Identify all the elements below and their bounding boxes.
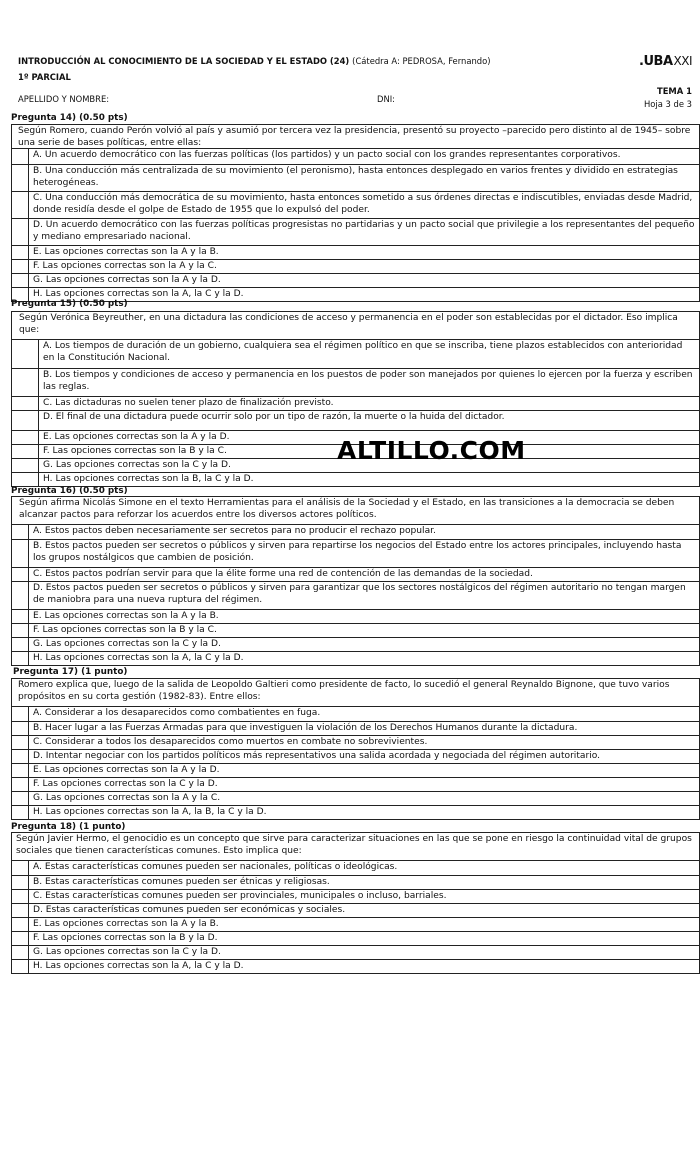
option-row[interactable] [12,805,699,819]
question-stem: Según Verónica Beyreuther, en una dictadura las condiciones de acceso y permanencia en el poder son establecidas por el dictador. Eso implica que: [12,312,699,340]
option-text: A. Un acuerdo democrático con las fuerzas políticas (los partidos) y un pacto social con los grandes representantes corporativos. [33,150,621,160]
option-row[interactable] [12,707,699,721]
question-stem: Según afirma Nicolás Simone en el texto Herramientas para el análisis de la Sociedad y el Estado, en las transiciones a la democracia se deben alcanzar pactos para reforzar los acuerdos entre los diversos actores políticos. [12,497,699,525]
option-row[interactable] [12,273,699,287]
option-text: E. Las opciones correctas son la A y la D. [43,432,230,442]
option-row[interactable] [12,959,699,973]
option-text: G. Las opciones correctas son la A y la D. [33,275,221,285]
option-text: C. Las dictaduras no suelen tener plazo de finalización previsto. [43,398,334,408]
option-row[interactable] [12,623,699,637]
dni-field-label: DNI: [377,94,396,104]
question-stem: Según Romero, cuando Perón volvió al país y asumió por tercera vez la presidencia, presentó su proyecto –parecido pero distinto al de 1945– sobre una serie de bases políticas, entre ellas: [12,125,699,149]
option-row[interactable] [12,791,699,805]
option-text: D. El final de una dictadura puede ocurrir solo por un tipo de razón, la muerte o la huida del dictador. [43,412,505,422]
option-text: E. Las opciones correctas son la A y la B. [33,919,219,929]
option-row[interactable] [12,945,699,959]
course-chair: (Cátedra A: PEDROSA, Fernando) [352,56,491,66]
option-text: B. Estos pactos pueden ser secretos o públicos y sirven para repartirse los negocios del Estado entre los actores principales, incluyendo hasta los grupos nostálgicos que cambien de posición. [33,541,682,563]
option-row[interactable] [12,749,699,763]
option-row[interactable] [12,763,699,777]
option-text: F. Las opciones correctas son la B y la D. [33,933,218,943]
option-text: C. Estas características comunes pueden ser provinciales, municipales o incluso, barriales. [33,891,447,901]
option-row[interactable] [12,340,699,368]
option-row[interactable] [12,368,699,396]
option-text: C. Considerar a todos los desaparecidos como muertos en combate no sobrevivientes. [33,737,428,747]
logo-suffix: XXI [673,54,692,68]
option-row[interactable] [12,191,699,218]
option-row[interactable] [12,539,699,567]
course-name: INTRODUCCIÓN AL CONOCIMIENTO DE LA SOCIEDAD Y EL ESTADO (24) [18,56,350,66]
question-box [11,496,700,666]
option-text: E. Las opciones correctas son la A y la B. [33,611,219,621]
options-list [12,861,699,973]
option-text: D. Intentar negociar con los partidos políticos más representativos una salida acordada y negociada del régimen autoritario. [33,751,601,761]
option-row[interactable] [12,525,699,539]
options-list [12,149,699,301]
option-row[interactable] [12,245,699,259]
question-box [11,832,700,974]
option-row[interactable] [12,410,699,430]
option-text: E. Las opciones correctas son la A y la D. [33,765,220,775]
option-text: B. Los tiempos y condiciones de acceso y permanencia en los puestos de poder son manejados por quienes lo ejercen por la fuerza y escriben las reglas. [43,370,693,392]
option-row[interactable] [12,472,699,486]
option-text: A. Estas características comunes pueden ser nacionales, políticas o ideológicas. [33,862,398,872]
option-text: H. Las opciones correctas son la A, la C y la D. [33,961,244,971]
option-row[interactable] [12,861,699,875]
question-title: Pregunta 14) (0.50 pts) [11,113,128,123]
option-row[interactable] [12,721,699,735]
option-text: A. Considerar a los desaparecidos como combatientes en fuga. [33,708,321,718]
option-text: H. Las opciones correctas son la A, la C y la D. [33,289,244,299]
option-row[interactable] [12,903,699,917]
exam-header [18,54,694,109]
option-text: E. Las opciones correctas son la A y la B. [33,247,219,257]
option-row[interactable] [12,581,699,609]
option-text: F. Las opciones correctas son la B y la C. [33,625,217,635]
option-row[interactable] [12,889,699,903]
tema-block [644,85,692,111]
option-text: H. Las opciones correctas son la B, la C y la D. [43,474,254,484]
option-text: F. Las opciones correctas son la C y la D. [33,779,218,789]
course-title [18,56,694,66]
question-box [11,678,700,820]
option-text: C. Una conducción más democrática de su movimiento, hasta entonces sometido a sus órdenes directas e indiscutibles, enviadas desde Madrid, donde residía desde el golpe de Estado de 1955 que lo expulsó del poder. [33,193,693,215]
exam-label: 1º PARCIAL [18,72,71,82]
option-text: F. Las opciones correctas son la B y la C. [43,446,227,456]
option-text: C. Estos pactos podrían servir para que la élite forme una red de contención de las demandas de la sociedad. [33,569,533,579]
option-text: B. Estas características comunes pueden ser étnicas y religiosas. [33,877,330,887]
page-indicator: Hoja 3 de 3 [644,99,692,109]
option-text: A. Los tiempos de duración de un gobierno, cualquiera sea el régimen político en que se inscriba, tiene plazos establecidos con anterioridad en la Constitución Nacional. [43,341,683,363]
option-text: G. Las opciones correctas son la C y la D. [33,947,221,957]
option-row[interactable] [12,651,699,665]
option-text: B. Hacer lugar a las Fuerzas Armadas para que investiguen la violación de los Derechos Humanos durante la dictadura. [33,723,578,733]
watermark-text: ALTILLO.COM [337,436,526,465]
option-text: F. Las opciones correctas son la A y la C. [33,261,217,271]
option-row[interactable] [12,396,699,410]
question-box [11,124,700,302]
question-title: Pregunta 18) (1 punto) [11,822,126,832]
option-row[interactable] [12,567,699,581]
option-text: G. Las opciones correctas son la C y la D. [33,639,221,649]
option-text: A. Estos pactos deben necesariamente ser secretos para no producir el rechazo popular. [33,526,436,536]
option-text: D. Estos pactos pueden ser secretos o públicos y sirven para garantizar que los sectores nostálgicos del régimen autoritario no tengan margen de maniobra para una nueva ruptura del régimen. [33,583,686,605]
tema-label: TEMA 1 [657,86,692,96]
option-text: D. Estas características comunes pueden ser económicas y sociales. [33,905,346,915]
option-row[interactable] [12,149,699,164]
name-field-label: APELLIDO Y NOMBRE: [18,94,110,104]
option-row[interactable] [12,875,699,889]
question-title: Pregunta 15) (0.50 pts) [11,299,128,309]
option-row[interactable] [12,931,699,945]
option-row[interactable] [12,637,699,651]
question-stem: Según Javier Hermo, el genocidio es un concepto que sirve para caracterizar situaciones en las que se pone en riesgo la continuidad vital de grupos sociales que tienen características comunes. Esto implica que: [12,833,699,861]
option-row[interactable] [12,777,699,791]
question-title: Pregunta 17) (1 punto) [13,667,128,677]
option-row[interactable] [12,218,699,245]
options-list [12,707,699,819]
option-row[interactable] [12,164,699,191]
option-text: G. Las opciones correctas son la A y la C. [33,793,221,803]
option-text: B. Una conducción más centralizada de su movimiento (el peronismo), hasta entonces desplegado en varios frentes y dividido en estrategias heterogéneas. [33,166,678,188]
options-list [12,525,699,665]
option-text: G. Las opciones correctas son la C y la D. [43,460,231,470]
option-row[interactable] [12,259,699,273]
option-text: D. Un acuerdo democrático con las fuerzas políticas progresistas no partidarias y un pacto social que privilegie a los representantes del pequeño y mediano empresariado nacional. [33,220,695,242]
option-text: H. Las opciones correctas son la A, la B, la C y la D. [33,807,267,817]
option-row[interactable] [12,917,699,931]
logo-text: .UBA [639,54,673,69]
option-text: H. Las opciones correctas son la A, la C y la D. [33,653,244,663]
option-row[interactable] [12,609,699,623]
question-stem: Romero explica que, luego de la salida de Leopoldo Galtieri como presidente de facto, lo sucedió el general Reynaldo Bignone, que tuvo varios propósitos en su corta gestión (1982-83). Entre ellos: [12,679,699,707]
uba-logo [639,54,692,69]
option-row[interactable] [12,735,699,749]
question-title: Pregunta 16) (0.50 pts) [11,486,128,496]
